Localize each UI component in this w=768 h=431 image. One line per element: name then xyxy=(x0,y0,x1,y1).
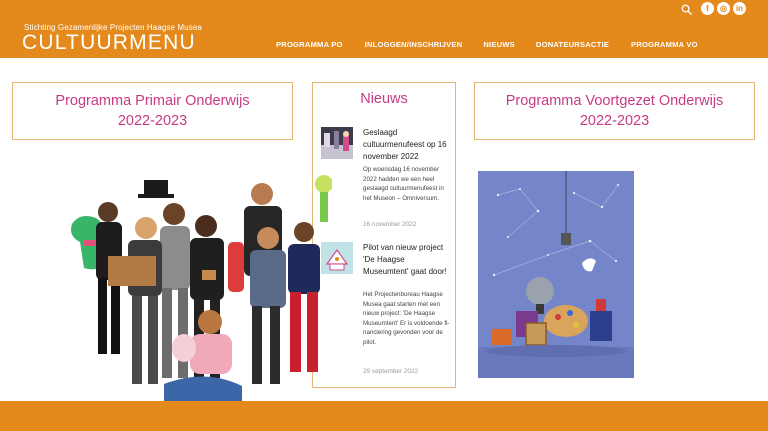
nav-programma-vo[interactable]: PROGRAMMA VO xyxy=(631,40,698,49)
programma-po-year: 2022-2023 xyxy=(117,113,188,129)
site-logo[interactable]: CULTUURMENU xyxy=(22,31,196,54)
programma-vo-card[interactable] xyxy=(474,82,755,140)
news-excerpt: Op woensdag 16 november 2022 hadden we een heel geslaagd cultuurmenufeest in het Museon – Omniversum. xyxy=(363,166,444,202)
nav-nieuws[interactable]: NIEUWS xyxy=(483,40,515,49)
programma-po-title: Programma Primair Onderwijs xyxy=(55,93,250,109)
linkedin-icon[interactable]: in xyxy=(733,2,746,15)
instagram-icon[interactable]: ◎ xyxy=(717,2,730,15)
news-excerpt: Het Projectenbureau Haagse Musea gaat starten met een nieuw project: 'De Haagse Museumtent' Er is voldoende financiering gevonden voor de pilot. xyxy=(363,291,450,346)
news-headline[interactable]: Pilot van nieuw project 'De Haagse Museumtent' gaat door! xyxy=(363,243,447,276)
programma-vo-year: 2022-2023 xyxy=(579,113,650,129)
news-headline[interactable]: Geslaagd cultuurmenufeest op 16 november 2022 xyxy=(363,128,447,161)
programma-vo-title: Programma Voortgezet Onderwijs xyxy=(505,93,724,109)
news-date: 29 september 2022 xyxy=(363,368,419,375)
search-icon[interactable] xyxy=(681,4,692,15)
footer-bar xyxy=(0,401,768,431)
nav-donateursactie[interactable]: DONATEURSACTIE xyxy=(535,40,610,49)
site-tagline: Stichting Gezamenlijke Projecten Haagse Musea xyxy=(24,23,202,32)
news-title: Nieuws xyxy=(360,91,408,107)
kids-photo-image[interactable] xyxy=(66,172,332,431)
news-thumbnail-image[interactable] xyxy=(321,127,353,159)
programma-vo-poster-image[interactable] xyxy=(478,171,634,378)
news-panel xyxy=(312,82,456,388)
nav-inloggen-inschrijven[interactable]: INLOGGEN/INSCHRIJVEN xyxy=(364,40,463,49)
facebook-icon[interactable]: f xyxy=(701,2,714,15)
news-date: 16 november 2022 xyxy=(363,221,417,228)
programma-po-card[interactable] xyxy=(12,82,293,140)
main-nav xyxy=(276,40,698,49)
site-header xyxy=(0,0,768,58)
nav-programma-po[interactable]: PROGRAMMA PO xyxy=(276,40,343,49)
